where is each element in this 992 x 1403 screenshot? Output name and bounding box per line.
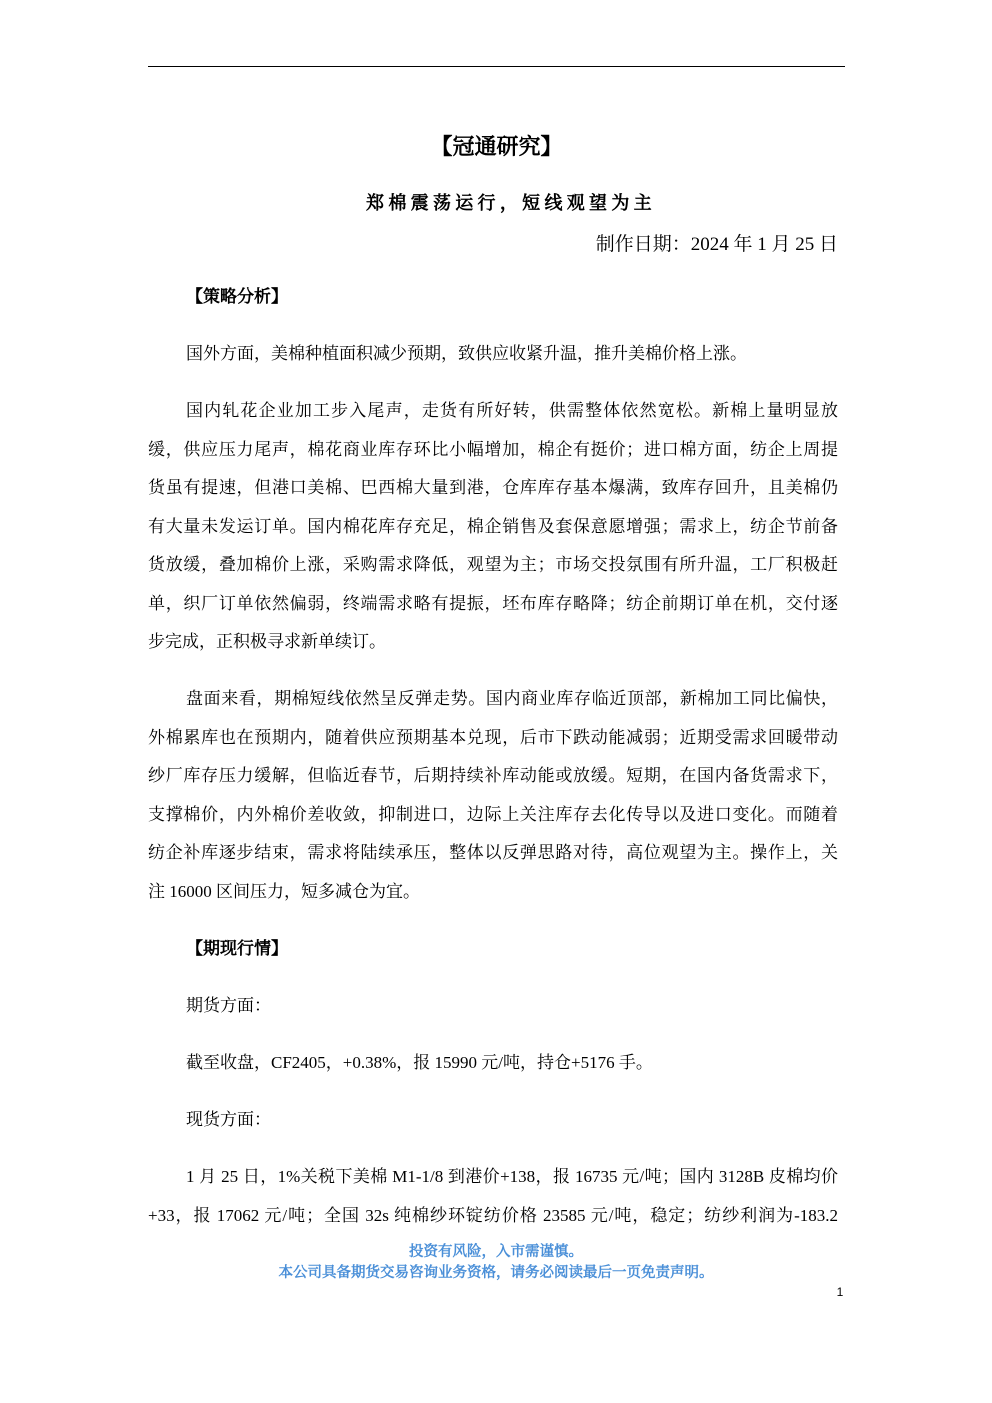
paragraph-line: +33，报 17062 元/吨；全国 32s 纯棉纱环锭纺价格 23585 元/吨，稳定；纺纱利润为-183.2 [148,1205,838,1225]
paragraph-line: 盘面来看，期棉短线依然呈反弹走势。国内商业库存临近顶部，新棉加工同比偏快， [186,689,838,709]
report-series-title: 【冠通研究】 [430,134,563,159]
section-heading-text: 【期现行情】 [186,938,288,958]
report-date: 制作日期：2024 年 1 月 25 日 [595,234,838,255]
section-heading-market [148,930,838,969]
paragraph-line: 1 月 25 日，1%关税下美棉 M1-1/8 到港价+138，报 16735 元/吨；国内 3128B 皮棉均价 [186,1167,838,1187]
footer-risk-warning: 投资有风险，入市需谨慎。 [409,1244,583,1260]
paragraph-line: 货放缓，叠加棉价上涨，采购需求降低，观望为主；市场交投氛围有所升温，工厂积极赶 [148,555,838,575]
futures-quote [148,1044,838,1083]
footer [0,1242,992,1284]
paragraph-line: 货虽有提速，但港口美棉、巴西棉大量到港，仓库库存基本爆满，致库存回升，且美棉仍 [148,478,838,498]
paragraph-line: 期货方面： [186,995,271,1015]
paragraph-line: 缓，供应压力尾声，棉花商业库存环比小幅增加，棉企有挺价；进口棉方面，纺企上周提 [148,439,838,459]
paragraph-line: 国内轧花企业加工步入尾声，走货有所好转，供需整体依然宽松。新棉上量明显放 [186,401,838,421]
paragraph-line: 现货方面： [186,1110,271,1130]
paragraph-line: 纱厂库存压力缓解，但临近春节，后期持续补库动能或放缓。短期，在国内备货需求下， [148,766,838,786]
footer-disclaimer: 本公司具备期货交易咨询业务资格，请务必阅读最后一页免责声明。 [278,1265,714,1281]
paragraph-line: 国外方面，美棉种植面积减少预期，致供应收紧升温，推升美棉价格上涨。 [186,344,747,364]
paragraph-line: 截至收盘，CF2405，+0.38%，报 15990 元/吨，持仓+5176 手。 [186,1053,653,1073]
section-heading-text: 【策略分析】 [186,287,288,306]
paragraph-line: 步完成，正积极寻求新单续订。 [148,632,386,652]
spot-quote [148,1158,838,1235]
paragraph-overseas [148,335,838,374]
futures-label [148,987,838,1026]
paragraph-line: 单，织厂订单依然偏弱，终端需求略有提振，坯布库存略降；纺企前期订单在机，交付逐 [148,593,838,613]
paragraph-domestic-supply-demand [148,392,838,662]
page-number: 1 [836,1285,844,1299]
paragraph-line: 支撑棉价，内外棉价差收敛，抑制进口，边际上关注库存去化传导以及进口变化。而随着 [148,804,838,824]
header-rule [148,66,845,67]
spot-label [148,1101,838,1140]
paragraph-line: 有大量未发运订单。国内棉花库存充足，棉企销售及套保意愿增强；需求上，纺企节前备 [148,516,838,536]
paragraph-line: 外棉累库也在预期内，随着供应预期基本兑现，后市下跌动能减弱；近期受需求回暖带动 [148,727,838,747]
paragraph-line: 纺企补库逐步结束，需求将陆续承压，整体以反弹思路对待，高位观望为主。操作上，关 [148,843,838,863]
section-heading-strategy [148,278,838,317]
report-headline: 郑棉震荡运行，短线观望为主 [366,193,656,213]
paragraph-line: 注 16000 区间压力，短多减仓为宜。 [148,881,420,901]
paragraph-market-outlook [148,680,838,911]
report-body [148,278,838,1254]
